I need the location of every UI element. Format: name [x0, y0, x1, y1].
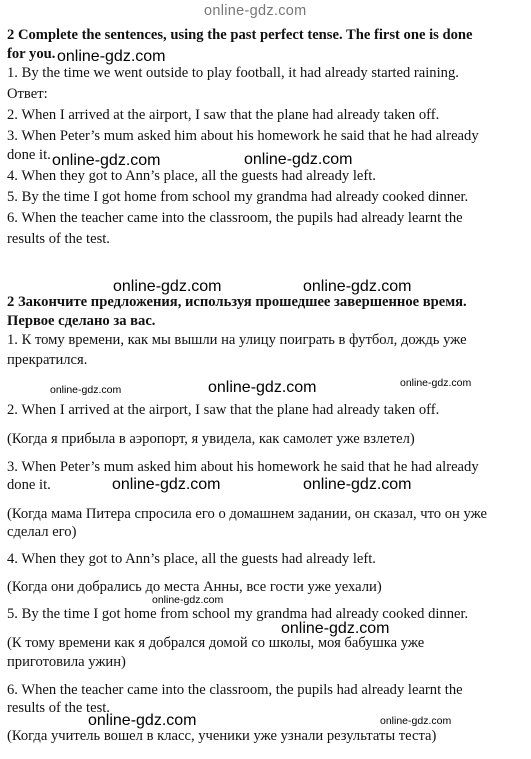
sentence-ru-1-cont: прекратился.: [7, 352, 88, 368]
sentence-6: 6. When the teacher came into the classroom, the pupils had already learnt the: [7, 682, 463, 698]
sentence-5: 5. By the time I got home from school my grandma had already cooked dinner.: [7, 606, 469, 622]
sentence-6-cont: results of the test.: [7, 700, 110, 716]
sentence-en-3-cont: done it.: [7, 147, 51, 163]
task-heading-ru-cont: Первое сделано за вас.: [7, 313, 156, 329]
watermark: online-gdz.com: [57, 48, 166, 65]
sentence-en-6: 6. When the teacher came into the classroom, the pupils had already learnt the: [7, 210, 463, 226]
translation-6: (Когда учитель вошел в класс, ученики уже узнали результаты теста): [7, 728, 437, 744]
watermark: online-gdz.com: [112, 476, 221, 493]
watermark: online-gdz.com: [152, 594, 224, 606]
watermark: online-gdz.com: [303, 476, 412, 493]
watermark: online-gdz.com: [208, 379, 317, 396]
sentence-en-3: 3. When Peter’s mum asked him about his homework he said that he had already: [7, 128, 479, 144]
task-heading-ru: 2 Закончите предложения, используя прошедшее завершенное время.: [7, 294, 467, 310]
sentence-3: 3. When Peter’s mum asked him about his homework he said that he had already: [7, 459, 479, 475]
sentence-en-6-cont: results of the test.: [7, 231, 110, 247]
watermark: online-gdz.com: [303, 278, 412, 295]
sentence-en-1: 1. By the time we went outside to play football, it had already started raining.: [7, 65, 459, 81]
translation-3-cont: сделал его): [7, 524, 77, 540]
sentence-en-5: 5. By the time I got home from school my grandma had already cooked dinner.: [7, 189, 469, 205]
sentence-2: 2. When I arrived at the airport, I saw that the plane had already taken off.: [7, 402, 440, 418]
translation-5: (К тому времени как я добрался домой со школы, моя бабушка уже: [7, 635, 425, 651]
watermark: online-gdz.com: [88, 712, 197, 729]
translation-3: (Когда мама Питера спросила его о домашнем задании, он сказал, что он уже: [7, 506, 487, 522]
watermark: online-gdz.com: [380, 715, 452, 727]
translation-5-cont: приготовила ужин): [7, 654, 126, 670]
sentence-en-4: 4. When they got to Ann’s place, all the guests had already left.: [7, 168, 376, 184]
task-heading-en: 2 Complete the sentences, using the past perfect tense. The first one is done: [7, 27, 473, 43]
watermark: online-gdz.com: [50, 384, 122, 396]
watermark: online-gdz.com: [281, 620, 390, 637]
sentence-4: 4. When they got to Ann’s place, all the guests had already left.: [7, 551, 376, 567]
watermark: online-gdz.com: [204, 3, 307, 19]
watermark: online-gdz.com: [52, 152, 161, 169]
translation-4: (Когда они добрались до места Анны, все гости уже уехали): [7, 579, 382, 595]
answer-label: Ответ:: [7, 86, 48, 102]
watermark: online-gdz.com: [113, 278, 222, 295]
translation-2: (Когда я прибыла в аэропорт, я увидела, как самолет уже взлетел): [7, 431, 415, 447]
task-heading-en-cont: for you.: [7, 46, 56, 62]
sentence-3-cont: done it.: [7, 477, 51, 493]
watermark: online-gdz.com: [244, 151, 353, 168]
sentence-en-2: 2. When I arrived at the airport, I saw that the plane had already taken off.: [7, 107, 440, 123]
sentence-ru-1: 1. К тому времени, как мы вышли на улицу поиграть в футбол, дождь уже: [7, 332, 467, 348]
watermark: online-gdz.com: [400, 377, 472, 389]
